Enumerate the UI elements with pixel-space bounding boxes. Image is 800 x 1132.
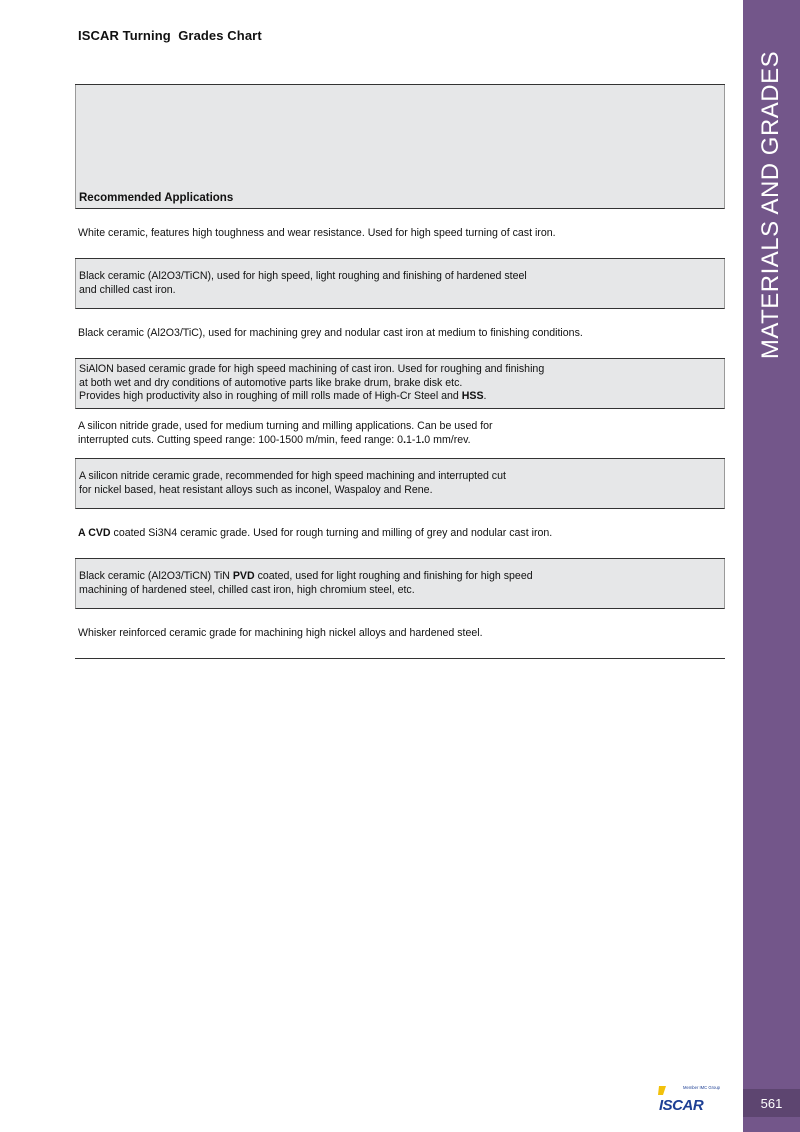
application-text <box>78 327 583 341</box>
logo-wordmark: ISCAR <box>659 1097 704 1113</box>
table-row <box>75 409 725 459</box>
application-text <box>78 420 493 447</box>
text-segment: 1-1 <box>406 433 422 446</box>
page-number: 561 <box>743 1089 800 1117</box>
bold-term: HSS <box>461 390 484 403</box>
table-row <box>75 259 725 309</box>
text-segment: at both wet and dry conditions of automotive parts like brake drum, brake disk etc. <box>79 376 463 389</box>
application-text <box>79 570 533 597</box>
application-text <box>79 363 544 404</box>
table-row <box>75 459 725 509</box>
logo-yellow-mark <box>658 1086 666 1095</box>
table-row <box>75 359 725 409</box>
text-segment: Black ceramic (Al2O3/TiCN) TiN <box>79 570 233 582</box>
table-row <box>75 559 725 609</box>
application-text <box>79 470 506 497</box>
text-segment: machining of hardened steel, chilled cast iron, high chromium steel, etc. <box>79 583 415 596</box>
bold-term: A CVD <box>78 526 111 539</box>
text-segment: SiAlON based ceramic grade for high speed machining of cast iron. Used for roughing and finishing <box>79 363 545 376</box>
application-text <box>78 627 483 641</box>
text-segment: coated, used for light roughing and finishing for high speed <box>254 570 533 582</box>
text-segment: Black ceramic (Al2O3/TiC), used for machining grey and nodular cast iron at medium to finishing conditions. <box>78 326 583 339</box>
logo-tagline: Member IMC Group <box>683 1085 720 1090</box>
application-text <box>79 270 527 297</box>
text-segment: for nickel based, heat resistant alloys such as inconel, Waspaloy and Rene. <box>79 483 433 496</box>
text-segment: 0 mm/rev. <box>424 433 471 446</box>
table-header <box>75 85 725 209</box>
bold-term: PVD <box>232 570 255 582</box>
bold-term: . <box>403 433 407 446</box>
page-title: ISCAR Turning Grades Chart <box>78 28 262 43</box>
text-segment: Whisker reinforced ceramic grade for machining high nickel alloys and hardened steel. <box>78 626 483 639</box>
text-segment: Black ceramic (Al2O3/TiCN), used for high speed, light roughing and finishing of hardened steel <box>79 270 527 282</box>
text-segment: A silicon nitride ceramic grade, recommended for high speed machining and interrupted cut <box>79 470 506 482</box>
text-segment: and chilled cast iron. <box>79 283 176 296</box>
header-recommended-applications: Recommended Applications <box>79 192 234 204</box>
application-text <box>78 527 552 541</box>
table-body <box>75 209 725 659</box>
table-row <box>75 309 725 359</box>
table-row <box>75 609 725 659</box>
application-text <box>78 227 556 241</box>
text-segment: interrupted cuts. Cutting speed range: 100-1500 m/min, feed range: 0 <box>78 433 404 446</box>
table-row <box>75 209 725 259</box>
text-segment: Provides high productivity also in roughing of mill rolls made of High-Cr Steel and <box>79 390 462 403</box>
iscar-logo <box>657 1083 723 1113</box>
section-title: MATERIALS AND GRADES <box>757 50 784 360</box>
text-segment: White ceramic, features high toughness and wear resistance. Used for high speed turning of cast iron. <box>78 226 556 239</box>
text-segment: . <box>483 390 487 403</box>
text-segment: coated Si3N4 ceramic grade. Used for rough turning and milling of grey and nodular cast iron. <box>110 526 553 539</box>
text-segment: A silicon nitride grade, used for medium turning and milling applications. Can be used for <box>78 420 493 432</box>
grades-table <box>75 84 725 659</box>
table-row <box>75 509 725 559</box>
side-band <box>743 0 800 1132</box>
bold-term: . <box>421 433 425 446</box>
